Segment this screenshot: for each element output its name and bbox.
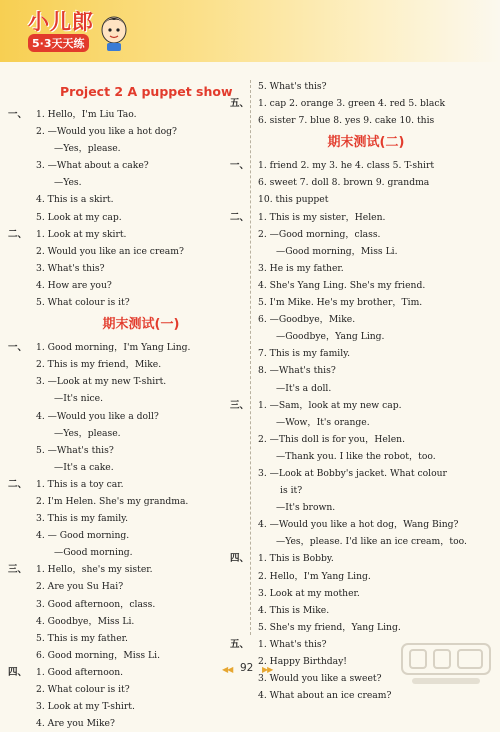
answer-line bbox=[258, 294, 474, 311]
answer-text: 2. —Good morning，class. bbox=[258, 228, 381, 240]
answer-line bbox=[36, 544, 246, 561]
answer-text: 3. He is my father. bbox=[258, 262, 344, 274]
answer-text: 4. This is Mike. bbox=[258, 604, 330, 616]
answer-text: 5. I'm Mike. He's my brother，Tim. bbox=[258, 297, 423, 309]
answer-text: 5. What's this? bbox=[258, 81, 327, 92]
answer-text: 3. —Look at Bobby's jacket. What colour bbox=[258, 467, 447, 479]
section-marker: 三、 bbox=[8, 564, 28, 576]
answer-text: 1. friend 2. my 3. he 4. class 5. T-shirt bbox=[258, 160, 435, 172]
answer-text: 1. —Sam，look at my new cap. bbox=[258, 399, 402, 411]
answer-line bbox=[258, 448, 474, 465]
answer-line bbox=[258, 431, 474, 448]
answer-line bbox=[258, 380, 474, 397]
answer-text: 1. This is a toy car. bbox=[36, 478, 124, 490]
test2-title: 期末测试(二) bbox=[327, 135, 405, 151]
answer-text: —It's brown. bbox=[276, 502, 336, 514]
answer-line bbox=[230, 550, 474, 567]
answer-text: 4. —Would you like a hot dog，Wang Bing? bbox=[258, 519, 459, 531]
answer-text: 5. Look at my cap. bbox=[36, 211, 122, 223]
answer-text: 2. Are you Su Hai? bbox=[36, 581, 124, 593]
answer-text: 1. Look at my skirt. bbox=[36, 228, 127, 240]
answer-line bbox=[258, 533, 474, 550]
answer-text: 1. This is Bobby. bbox=[258, 553, 334, 565]
answer-text: 2. —Would you like a hot dog? bbox=[36, 126, 177, 138]
answer-text: 3. Good afternoon，class. bbox=[36, 598, 156, 610]
brand-title: 小儿郎 bbox=[28, 10, 94, 34]
answer-text: 1. Good afternoon. bbox=[36, 666, 124, 678]
answer-text: —Wow，It's orange. bbox=[276, 416, 370, 428]
page-number: 92 bbox=[240, 662, 254, 674]
answer-text: 4. What about an ice cream? bbox=[258, 690, 392, 702]
next-arrows-icon: ▶▶ bbox=[262, 665, 273, 674]
answer-line bbox=[36, 260, 246, 277]
answer-text: 6. sister 7. blue 8. yes 9. cake 10. this bbox=[258, 115, 435, 127]
answer-line bbox=[36, 408, 246, 425]
section-marker: 一、 bbox=[8, 109, 28, 120]
section-marker: 二、 bbox=[8, 228, 28, 240]
answer-line bbox=[258, 482, 474, 499]
answer-line bbox=[36, 191, 246, 208]
answer-line bbox=[36, 140, 246, 157]
section-marker: 一、 bbox=[230, 160, 250, 172]
answer-line bbox=[8, 476, 246, 493]
answer-text: 3. Would you like a sweet? bbox=[258, 673, 382, 685]
column-divider bbox=[250, 80, 251, 635]
answer-line bbox=[258, 277, 474, 294]
project-answers bbox=[8, 106, 246, 311]
answer-line bbox=[36, 493, 246, 510]
answer-text: 6. —Goodbye，Mike. bbox=[258, 314, 356, 326]
answer-line bbox=[36, 425, 246, 442]
answer-line bbox=[258, 328, 474, 345]
left-column bbox=[8, 78, 246, 732]
answer-text: —Good morning，Miss Li. bbox=[276, 245, 398, 257]
answer-text: 7. This is my family. bbox=[258, 348, 351, 360]
answer-line bbox=[258, 516, 474, 533]
answer-text: —It's nice. bbox=[54, 393, 104, 405]
answer-line bbox=[36, 277, 246, 294]
watermark-logo bbox=[400, 642, 492, 688]
answer-text: 6. sweet 7. doll 8. brown 9. grandma bbox=[258, 177, 430, 189]
answer-text: 5. —What's this? bbox=[36, 444, 114, 456]
answer-line bbox=[230, 95, 474, 112]
answer-line bbox=[36, 294, 246, 311]
page-header bbox=[0, 0, 500, 62]
answer-line bbox=[36, 613, 246, 630]
answer-line bbox=[36, 123, 246, 140]
answer-line bbox=[8, 106, 246, 123]
section-marker: 一、 bbox=[8, 342, 28, 354]
mascot-icon bbox=[98, 10, 130, 52]
answer-text: —Yes，please. bbox=[54, 427, 121, 439]
brand-logo bbox=[28, 6, 124, 58]
answer-line bbox=[36, 174, 246, 191]
prev-arrows-icon: ◀◀ bbox=[222, 665, 233, 674]
project-title: Project 2 A puppet show bbox=[60, 84, 233, 99]
answer-text: 2. Happy Birthday! bbox=[258, 656, 347, 667]
section-marker: 三、 bbox=[230, 399, 250, 411]
section-marker: 二、 bbox=[8, 478, 28, 490]
test1-title: 期末测试(一) bbox=[102, 317, 180, 333]
answer-line bbox=[230, 397, 474, 414]
answer-line bbox=[258, 260, 474, 277]
answer-text: 4. This is a skirt. bbox=[36, 194, 114, 206]
answer-text: 3. What's this? bbox=[36, 262, 105, 274]
answer-line bbox=[258, 499, 474, 516]
answer-line bbox=[258, 585, 474, 602]
answer-line bbox=[258, 78, 474, 95]
answer-line bbox=[8, 226, 246, 243]
answer-text: 4. How are you? bbox=[36, 279, 112, 291]
answer-line bbox=[258, 174, 474, 191]
answer-line bbox=[36, 459, 246, 476]
answer-line bbox=[258, 619, 474, 636]
answer-text: 1. cap 2. orange 3. green 4. red 5. black bbox=[258, 98, 446, 110]
answer-text: 2. Would you like an ice cream? bbox=[36, 245, 184, 257]
answer-text: 4. —Would you like a doll? bbox=[36, 410, 159, 422]
answer-text: —Yes，please. bbox=[54, 143, 121, 155]
answer-text: —It's a cake. bbox=[54, 461, 114, 473]
answer-line bbox=[8, 339, 246, 356]
answer-line bbox=[36, 630, 246, 647]
section-marker: 五、 bbox=[230, 638, 250, 650]
answer-text: 5. What colour is it? bbox=[36, 297, 130, 309]
answer-line bbox=[36, 715, 246, 732]
answer-line bbox=[8, 561, 246, 578]
answer-line bbox=[258, 112, 474, 129]
answer-line bbox=[258, 311, 474, 328]
answer-text: 2. I'm Helen. She's my grandma. bbox=[36, 495, 189, 507]
answer-text: is it? bbox=[280, 485, 303, 497]
answer-text: 1. What's this? bbox=[258, 638, 327, 650]
answer-text: 4. — Good morning. bbox=[36, 530, 130, 542]
answer-line bbox=[36, 578, 246, 595]
section-marker: 二、 bbox=[230, 211, 250, 223]
answer-text: 10. this puppet bbox=[258, 194, 329, 206]
answer-text: 1. This is my sister，Helen. bbox=[258, 211, 386, 223]
answer-line bbox=[230, 157, 474, 174]
answer-text: —Yes，please. I'd like an ice cream，too. bbox=[276, 536, 467, 548]
test1-answers-continued bbox=[230, 78, 474, 129]
answer-text: 2. This is my friend，Mike. bbox=[36, 359, 162, 371]
answer-line bbox=[230, 209, 474, 226]
answer-text: 5. She's my friend，Yang Ling. bbox=[258, 621, 401, 633]
brand-subtitle: 5·3天天练 bbox=[28, 34, 89, 52]
answer-line bbox=[36, 596, 246, 613]
answer-line bbox=[258, 568, 474, 585]
answer-text: 5. This is my father. bbox=[36, 632, 128, 644]
answer-line bbox=[258, 362, 474, 379]
answer-text: 8. —What's this? bbox=[258, 365, 336, 377]
answer-line bbox=[258, 243, 474, 260]
answer-text: 6. Good morning，Miss Li. bbox=[36, 649, 161, 661]
answer-text: —Good morning. bbox=[54, 547, 133, 559]
answer-text: 1. Hello，I'm Liu Tao. bbox=[36, 109, 137, 120]
answer-line bbox=[36, 243, 246, 260]
answer-line bbox=[36, 157, 246, 174]
answer-text: 3. —Look at my new T-shirt. bbox=[36, 376, 167, 388]
answer-text: —Thank you. I like the robot，too. bbox=[276, 450, 436, 462]
answer-text: 4. Are you Mike? bbox=[36, 718, 115, 730]
answer-line bbox=[258, 226, 474, 243]
answer-line bbox=[36, 527, 246, 544]
answer-line bbox=[36, 390, 246, 407]
answer-line bbox=[258, 414, 474, 431]
answer-text: —It's a doll. bbox=[276, 382, 332, 394]
answer-text: 3. —What about a cake? bbox=[36, 160, 149, 172]
answer-text: 3. This is my family. bbox=[36, 513, 129, 525]
answer-text: 3. Look at my T-shirt. bbox=[36, 701, 135, 713]
answer-line bbox=[36, 442, 246, 459]
answer-line bbox=[36, 373, 246, 390]
answer-text: 3. Look at my mother. bbox=[258, 587, 360, 599]
answer-line bbox=[258, 687, 474, 704]
answer-line bbox=[36, 698, 246, 715]
answer-text: 1. Hello，she's my sister. bbox=[36, 564, 153, 576]
answer-text: 2. Hello，I'm Yang Ling. bbox=[258, 570, 371, 582]
answer-line bbox=[258, 465, 474, 482]
answer-line bbox=[36, 510, 246, 527]
answer-line bbox=[258, 345, 474, 362]
answer-text: —Goodbye，Yang Ling. bbox=[276, 331, 385, 343]
answer-line bbox=[36, 356, 246, 373]
answer-text: 4. Goodbye，Miss Li. bbox=[36, 615, 135, 627]
section-marker: 五、 bbox=[230, 98, 250, 110]
section-marker: 四、 bbox=[230, 553, 250, 565]
answer-text: —Yes. bbox=[54, 177, 82, 189]
answer-text: 2. What colour is it? bbox=[36, 684, 130, 695]
answer-text: 1. Good morning，I'm Yang Ling. bbox=[36, 342, 191, 354]
answer-line bbox=[258, 191, 474, 208]
answer-text: 4. She's Yang Ling. She's my friend. bbox=[258, 279, 426, 291]
answer-line bbox=[36, 209, 246, 226]
section-marker: 四、 bbox=[8, 666, 28, 678]
answer-line bbox=[258, 602, 474, 619]
answer-text: 2. —This doll is for you，Helen. bbox=[258, 433, 406, 445]
